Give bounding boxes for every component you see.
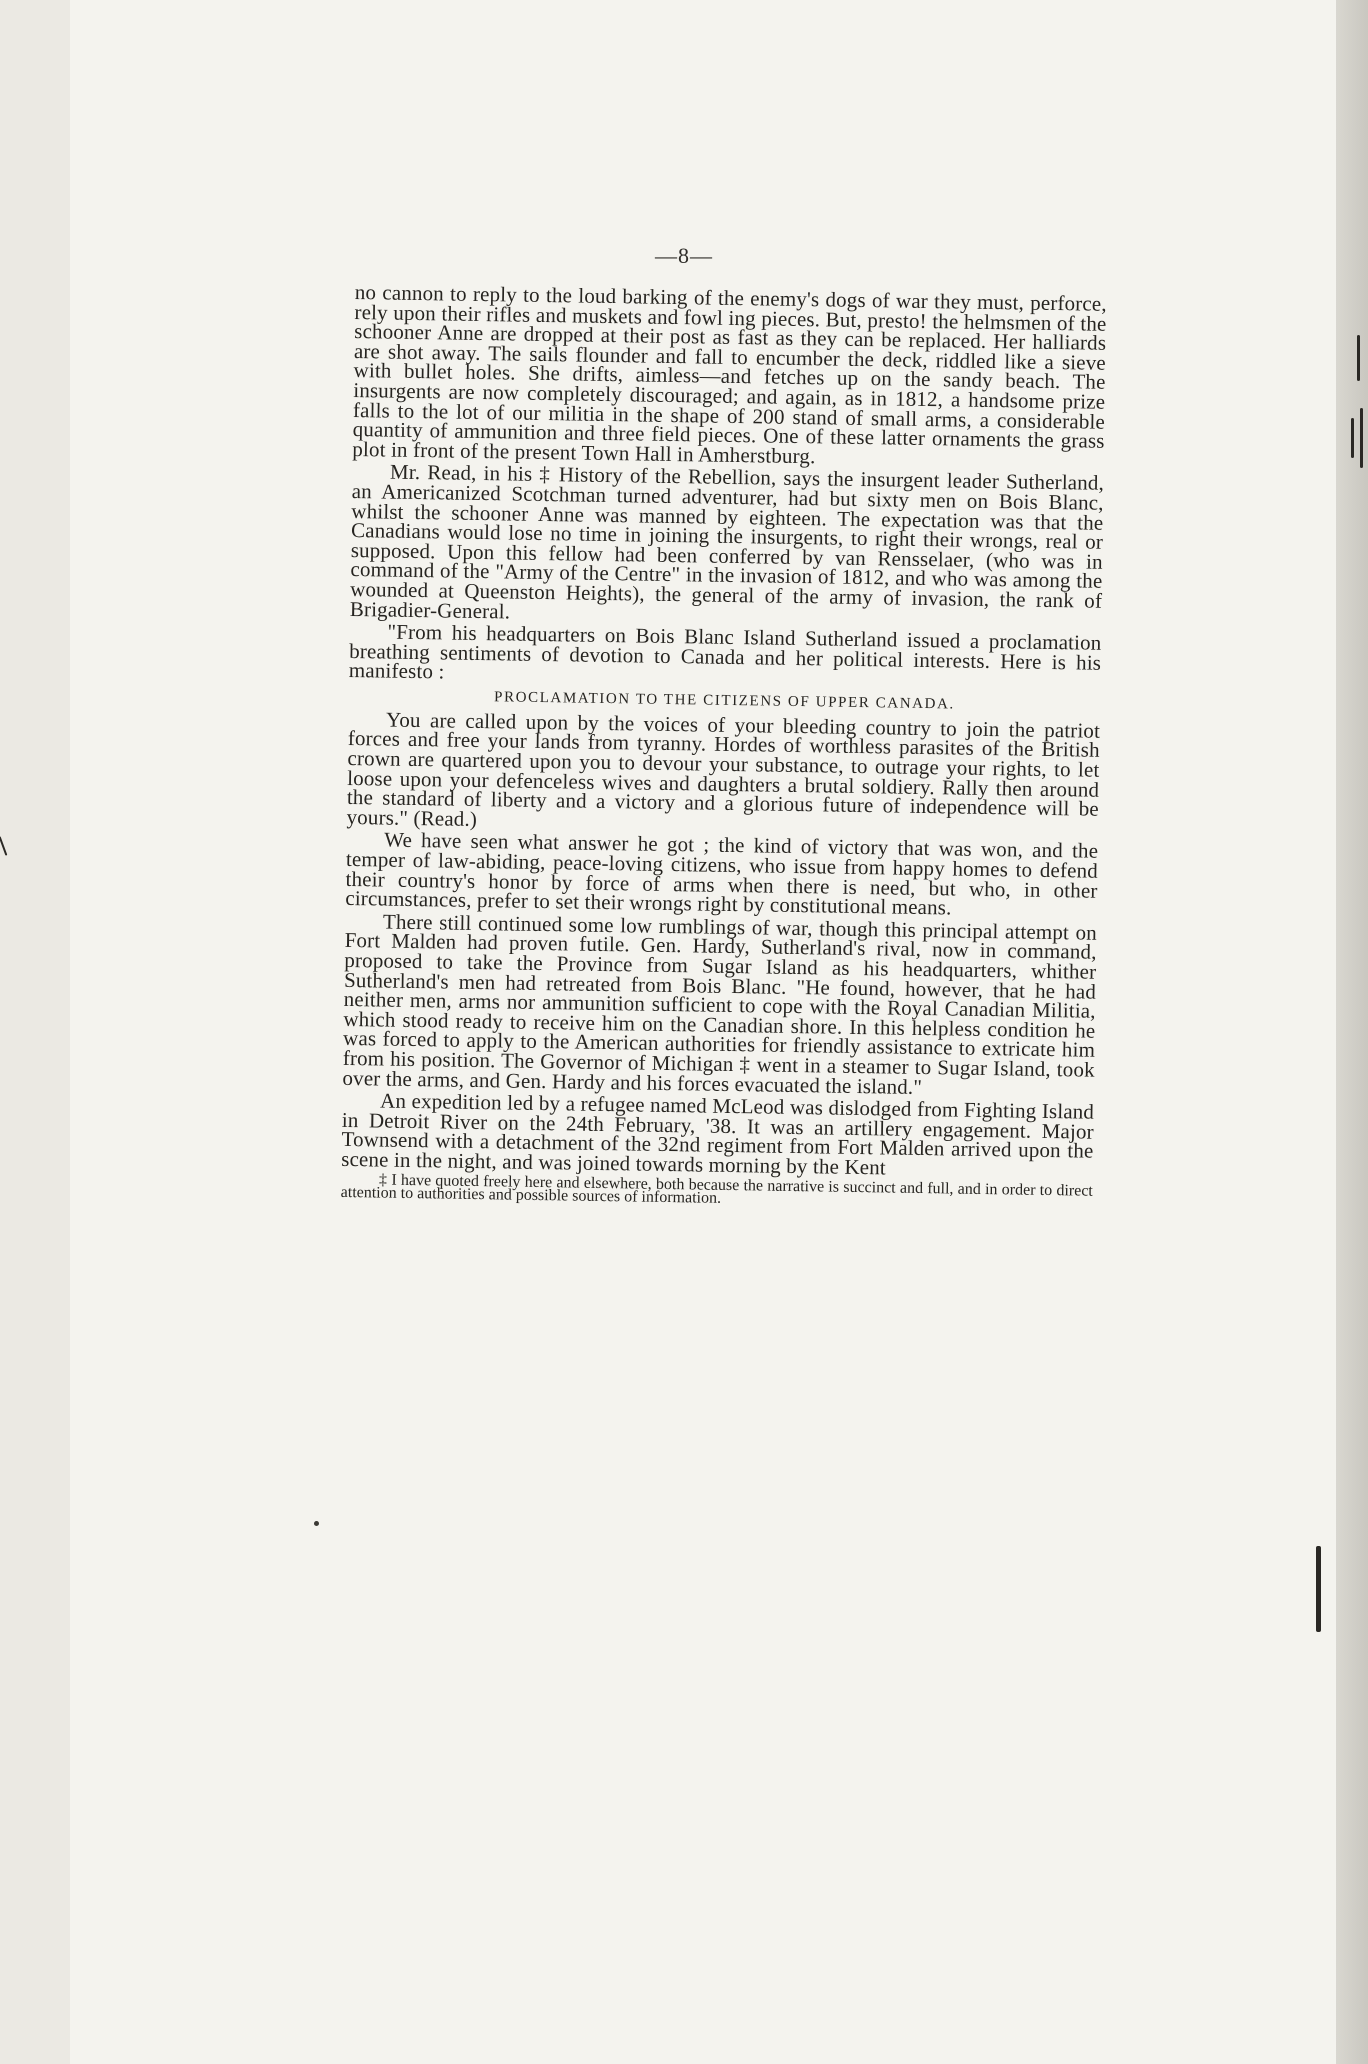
paragraph: An expedition led by a refugee named McLeod was dislodged from Fighting Island in Detroit River on the 24th February, '38. It was an artillery engagement. Major Townsend with a detachment of the 32nd regiment from Fort Malden arrived upon the scene in the night, and was joined towards morning by the Kent (341, 1088, 1095, 1180)
page-fold-edge (1336, 0, 1368, 2064)
proclamation-heading: PROCLAMATION TO THE CITIZENS OF UPPER CANADA. (493, 689, 955, 713)
margin-mark (1360, 408, 1363, 468)
margin-mark (1357, 335, 1360, 381)
stray-dot (314, 1521, 319, 1526)
footnote: ‡ I have quoted freely here and elsewhere, both because the narrative is succinct and full, and in order to direct attention to authorities and possible sources of information. (340, 1171, 1093, 1207)
paragraph: There still continued some low rumblings of war, though this principal attempt on Fort Malden had proven futile. Gen. Hardy, Sutherland's rival, now in command, proposed to take the Province from Sugar Island as his headquarters, whither Sutherland's men had retreated from Bois Blanc. "He found, however, that he had neither men, arms nor ammunition sufficient to cope with the Royal Canadian Militia, which stood ready to receive him on the Canadian shore. In this helpless condition he was forced to apply to the American authorities for friendly assistance to extricate him from his position. The Governor of Michigan ‡ went in a steamer to Sugar Island, took over the arms, and Gen. Hardy and his forces evacuated the island." (342, 909, 1098, 1099)
proclamation-text: You are called upon by the voices of your bleeding country to join the patriot forces and free your lands from tyranny. Hordes of worthless parasites of the British crown are quartered upon you to devour your substance, to outrage your rights, to let loose upon your defenceless wives and daughters a brutal soldiery. Rally then around the standard of liberty and a victory and a glorious future of independence will be yours." (Read.) (346, 707, 1101, 831)
paragraph: We have seen what answer he got ; the kind of victory that was won, and the temper of law-abiding, peace-loving citizens, who issue from happy homes to defend their country's honor by force of arms when there is need, but who, in other circumstances, prefer to set their wrongs right by constitutional means. (345, 827, 1099, 920)
paragraph: no cannon to reply to the loud barking of the enemy's dogs of war they must, perforce, rely upon their rifles and muskets and fowl ing pieces. But, presto! the helmsmen of the schooner Anne are dropped at their post as fast as they can be replaced. Her halliards are shot away. The sails flounder and fall to encumber the deck, riddled like a sieve with bullet holes. She drifts, aimless—and fetches up on the sandy beach. The insurgents are now completely discouraged; and again, as in 1812, a handsome prize falls to the lot of our militia in the shape of 200 stand of small arms, a considerable quantity of ammunition and three field pieces. One of these latter ornaments the grass plot in front of the present Town Hall in Amherstburg. (352, 280, 1107, 469)
paragraph: Mr. Read, in his ‡ History of the Rebellion, says the insurgent leader Sutherland, an Americanized Scotchman turned adventurer, had but sixty men on Bois Blanc, whilst the schooner Anne was manned by eighteen. The expectation was that the Canadians would lose no time in joining the insurgents, to right their wrongs, real or supposed. Upon this fellow had been conferred by van Rensselaer, (who was in command of the "Army of the Centre" in the invasion of 1812, and who was among the wounded at Queenston Heights), the general of the army of invasion, the rank of Brigadier-General. (349, 459, 1105, 623)
margin-mark (0, 836, 7, 855)
paragraph: "From his headquarters on Bois Blanc Island Sutherland issued a proclamation breathing sentiments of devotion to Canada and her political interests. Here is his manifesto : (348, 619, 1102, 684)
text-column (340, 280, 1107, 1211)
margin-mark (1316, 1546, 1321, 1632)
margin-mark (1351, 418, 1354, 458)
page-number: —8— (655, 243, 713, 268)
